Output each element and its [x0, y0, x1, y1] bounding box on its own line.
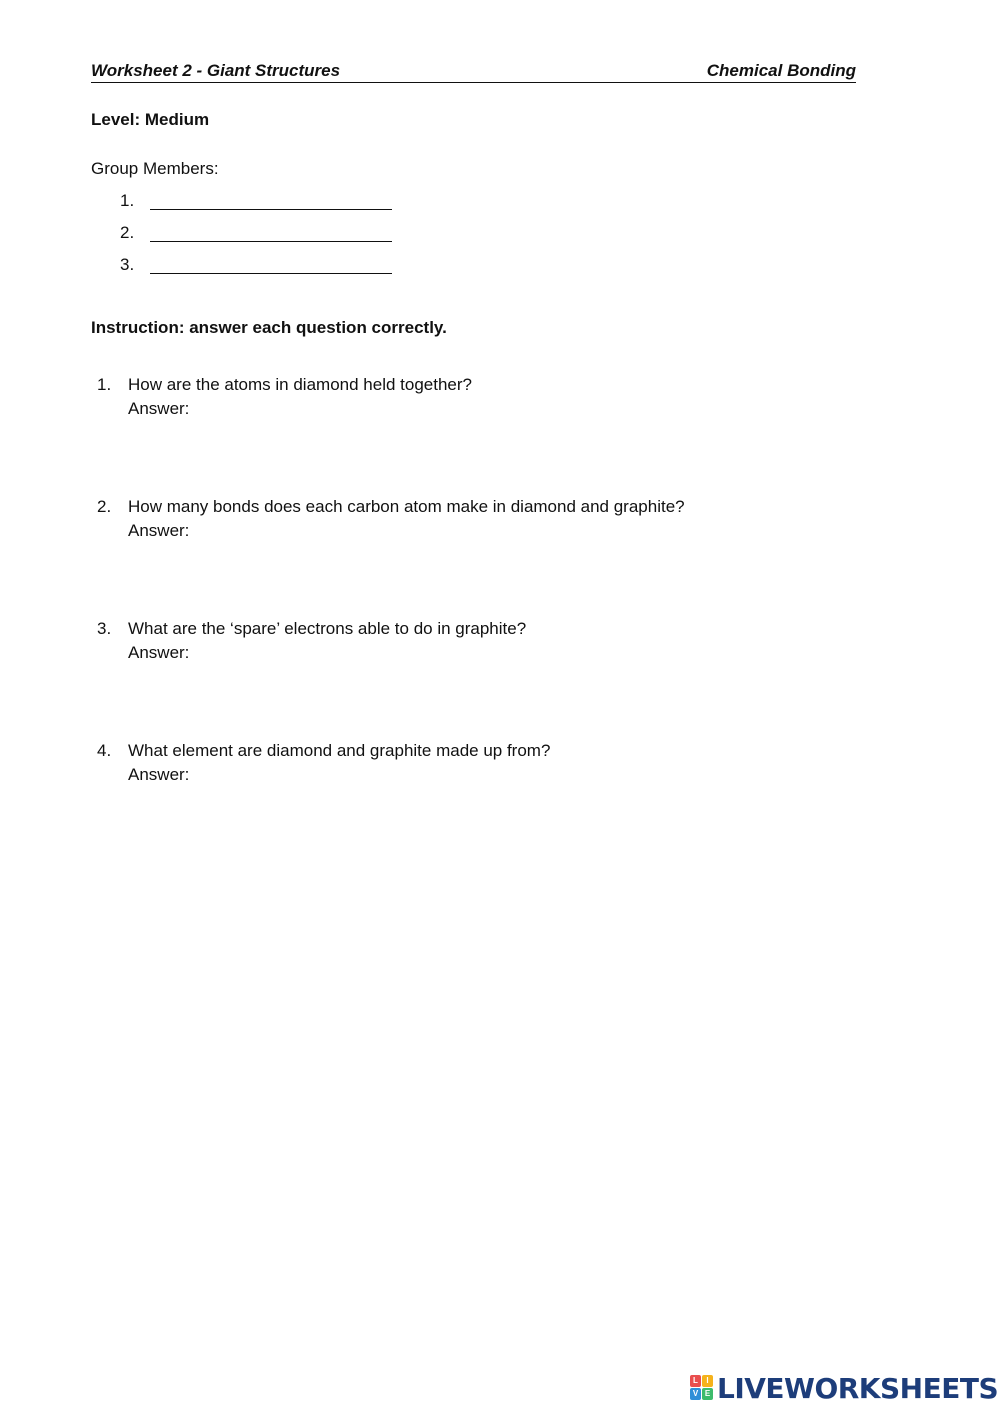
group-members-label: Group Members:	[91, 159, 219, 178]
member-number: 2.	[120, 223, 135, 242]
answer-label: Answer:	[128, 399, 190, 418]
question-text: How many bonds does each carbon atom make in diamond and graphite?	[128, 497, 685, 516]
logo-mark-letter: L	[690, 1375, 701, 1387]
logo-mark-letter: E	[702, 1388, 713, 1400]
member-number: 3.	[120, 255, 135, 274]
question-number: 4.	[97, 741, 112, 760]
member-name-blank[interactable]	[150, 273, 392, 274]
worksheet-title: Worksheet 2 - Giant Structures	[91, 61, 341, 80]
question-text: What are the ‘spare’ electrons able to do in graphite?	[128, 619, 527, 638]
question-text: What element are diamond and graphite made up from?	[128, 741, 551, 760]
worksheet-topic: Chemical Bonding	[706, 61, 856, 80]
member-name-blank[interactable]	[150, 241, 392, 242]
logo-mark-letter: I	[702, 1375, 713, 1387]
liveworksheets-wordmark: LIVEWORKSHEETS	[717, 1371, 999, 1405]
question-text: How are the atoms in diamond held together?	[128, 375, 472, 394]
level-label: Level: Medium	[91, 110, 210, 129]
logo-mark-letter: V	[690, 1388, 701, 1400]
answer-label: Answer:	[128, 643, 190, 662]
answer-label: Answer:	[128, 765, 190, 784]
question-number: 2.	[97, 497, 112, 516]
instruction-text: Instruction: answer each question correctly.	[91, 318, 447, 337]
question-number: 1.	[97, 375, 112, 394]
member-name-blank[interactable]	[150, 209, 392, 210]
worksheet-header	[91, 60, 856, 83]
question-number: 3.	[97, 619, 112, 638]
liveworksheets-mark-icon	[690, 1375, 714, 1401]
answer-label: Answer:	[128, 521, 190, 540]
liveworksheets-logo[interactable]	[690, 1372, 998, 1404]
member-number: 1.	[120, 191, 135, 210]
